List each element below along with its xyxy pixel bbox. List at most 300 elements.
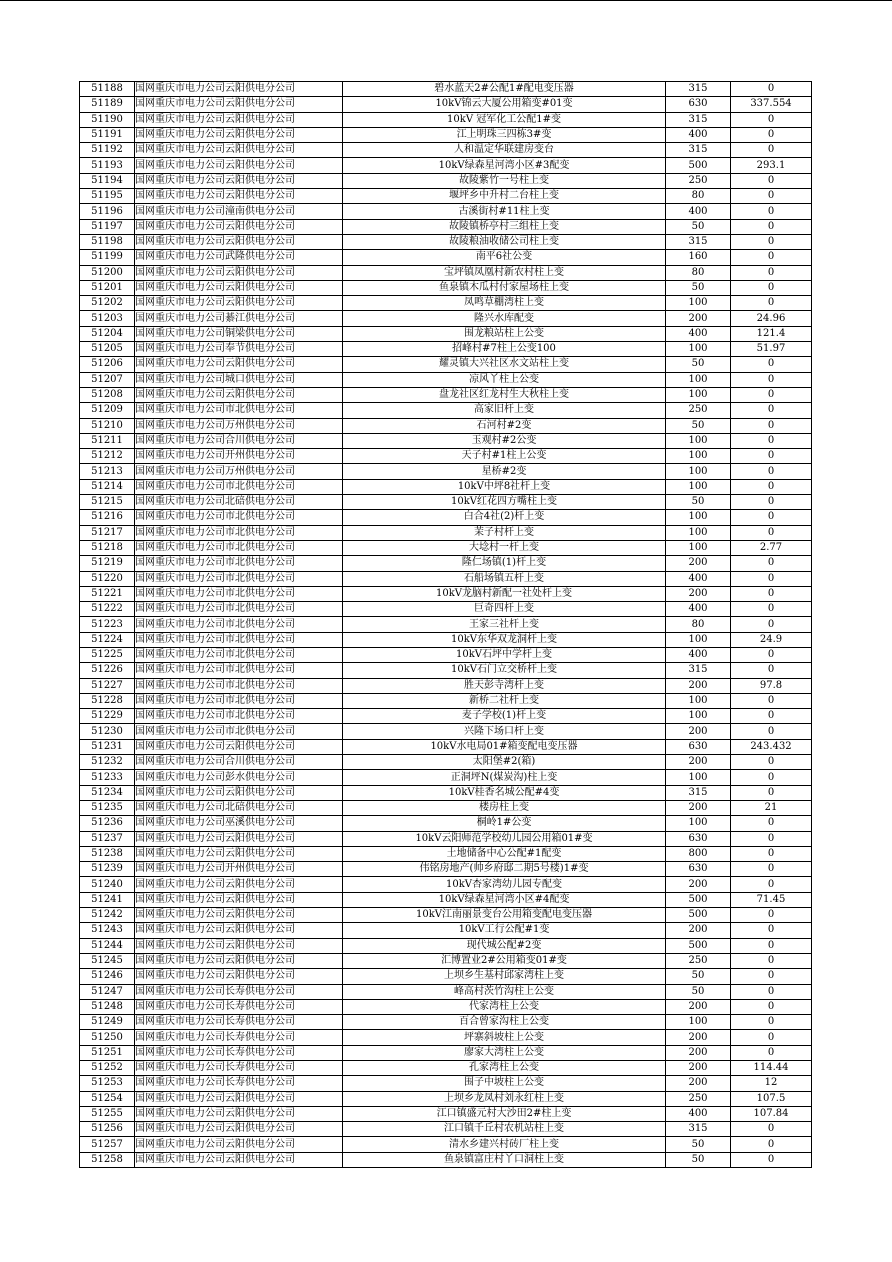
row-id-cell: 51211 (80, 433, 135, 448)
value-cell: 0 (731, 464, 812, 479)
value-cell: 0 (731, 724, 812, 739)
company-cell: 国网重庆市电力公司云阳供电分公司 (135, 219, 343, 234)
capacity-cell: 100 (666, 510, 731, 525)
table-row (80, 908, 812, 923)
row-id-cell: 51245 (80, 953, 135, 968)
table-row (80, 1091, 812, 1106)
company-cell: 国网重庆市电力公司市北供电分公司 (135, 525, 343, 540)
value-cell: 114.44 (731, 1061, 812, 1076)
row-id-cell: 51214 (80, 479, 135, 494)
table-row (80, 158, 812, 173)
row-id-cell: 51224 (80, 632, 135, 647)
table-row (80, 525, 812, 540)
table-row (80, 1137, 812, 1152)
capacity-cell: 200 (666, 724, 731, 739)
row-id-cell: 51209 (80, 403, 135, 418)
value-cell: 0 (731, 403, 812, 418)
capacity-cell: 100 (666, 449, 731, 464)
company-cell: 国网重庆市电力公司云阳供电分公司 (135, 953, 343, 968)
company-cell: 国网重庆市电力公司云阳供电分公司 (135, 280, 343, 295)
row-id-cell: 51210 (80, 418, 135, 433)
value-cell: 0 (731, 433, 812, 448)
value-cell: 0 (731, 189, 812, 204)
company-cell: 国网重庆市电力公司市北供电分公司 (135, 617, 343, 632)
row-id-cell: 51251 (80, 1045, 135, 1060)
value-cell: 0 (731, 816, 812, 831)
capacity-cell: 315 (666, 143, 731, 158)
transformer-name-cell: 10kV龙脑村新配一社处杆上变 (343, 586, 666, 601)
table-row (80, 204, 812, 219)
company-cell: 国网重庆市电力公司市北供电分公司 (135, 709, 343, 724)
company-cell: 国网重庆市电力公司云阳供电分公司 (135, 1106, 343, 1121)
transformer-name-cell: 碧水蓝天2#公配1#配电变压器 (343, 82, 666, 97)
company-cell: 国网重庆市电力公司市北供电分公司 (135, 693, 343, 708)
value-cell: 2.77 (731, 540, 812, 555)
row-id-cell: 51248 (80, 999, 135, 1014)
transformer-name-cell: 百合曾家沟柱上公变 (343, 1015, 666, 1030)
value-cell: 0 (731, 82, 812, 97)
value-cell: 0 (731, 984, 812, 999)
transformer-name-cell: 太阳堡#2(箱) (343, 755, 666, 770)
capacity-cell: 250 (666, 953, 731, 968)
company-cell: 国网重庆市电力公司合川供电分公司 (135, 755, 343, 770)
company-cell: 国网重庆市电力公司云阳供电分公司 (135, 1091, 343, 1106)
table-row (80, 326, 812, 341)
company-cell: 国网重庆市电力公司云阳供电分公司 (135, 1137, 343, 1152)
value-cell: 121.4 (731, 326, 812, 341)
capacity-cell: 800 (666, 846, 731, 861)
table-row (80, 250, 812, 265)
transformer-name-cell: 鱼泉镇木瓜村付家屋场柱上变 (343, 280, 666, 295)
company-cell: 国网重庆市电力公司云阳供电分公司 (135, 112, 343, 127)
row-id-cell: 51201 (80, 280, 135, 295)
company-cell: 国网重庆市电力公司云阳供电分公司 (135, 357, 343, 372)
value-cell: 0 (731, 602, 812, 617)
company-cell: 国网重庆市电力公司云阳供电分公司 (135, 831, 343, 846)
transformer-name-cell: 峰高村茨竹沟柱上公变 (343, 984, 666, 999)
value-cell: 21 (731, 800, 812, 815)
company-cell: 国网重庆市电力公司市北供电分公司 (135, 724, 343, 739)
table-row (80, 311, 812, 326)
row-id-cell: 51255 (80, 1106, 135, 1121)
row-id-cell: 51241 (80, 892, 135, 907)
table-row (80, 112, 812, 127)
company-cell: 国网重庆市电力公司云阳供电分公司 (135, 938, 343, 953)
table-row (80, 969, 812, 984)
table-row (80, 877, 812, 892)
table-row (80, 632, 812, 647)
capacity-cell: 315 (666, 112, 731, 127)
company-cell: 国网重庆市电力公司云阳供电分公司 (135, 189, 343, 204)
row-id-cell: 51190 (80, 112, 135, 127)
capacity-cell: 315 (666, 82, 731, 97)
company-cell: 国网重庆市电力公司长寿供电分公司 (135, 984, 343, 999)
capacity-cell: 200 (666, 923, 731, 938)
capacity-cell: 250 (666, 403, 731, 418)
company-cell: 国网重庆市电力公司云阳供电分公司 (135, 82, 343, 97)
transformer-name-cell: 10kV石坪中学杆上变 (343, 647, 666, 662)
value-cell: 0 (731, 525, 812, 540)
table-row (80, 647, 812, 662)
transformer-name-cell: 大埝村一杆上变 (343, 540, 666, 555)
transformer-name-cell: 江上明珠三四栋3#变 (343, 127, 666, 142)
capacity-cell: 200 (666, 1061, 731, 1076)
table-row (80, 938, 812, 953)
value-cell: 0 (731, 908, 812, 923)
row-id-cell: 51216 (80, 510, 135, 525)
transformer-name-cell: 巨奇四杆上变 (343, 602, 666, 617)
row-id-cell: 51223 (80, 617, 135, 632)
table-row (80, 602, 812, 617)
company-cell: 国网重庆市电力公司云阳供电分公司 (135, 296, 343, 311)
capacity-cell: 630 (666, 831, 731, 846)
transformer-name-cell: 坪寨斜坡柱上公变 (343, 1030, 666, 1045)
table-row (80, 693, 812, 708)
transformer-name-cell: 故陵镇桥亭村三组柱上变 (343, 219, 666, 234)
table-row (80, 785, 812, 800)
company-cell: 国网重庆市电力公司市北供电分公司 (135, 678, 343, 693)
transformer-name-cell: 南平6社公变 (343, 250, 666, 265)
row-id-cell: 51238 (80, 846, 135, 861)
row-id-cell: 51220 (80, 571, 135, 586)
value-cell: 0 (731, 112, 812, 127)
capacity-cell: 200 (666, 311, 731, 326)
value-cell: 0 (731, 785, 812, 800)
row-id-cell: 51225 (80, 647, 135, 662)
transformer-name-cell: 凤鸣草棚湾柱上变 (343, 296, 666, 311)
capacity-cell: 200 (666, 1045, 731, 1060)
company-cell: 国网重庆市电力公司云阳供电分公司 (135, 923, 343, 938)
transformer-name-cell: 10kV绿森星河湾小区#4配变 (343, 892, 666, 907)
table-row (80, 357, 812, 372)
value-cell: 0 (731, 296, 812, 311)
company-cell: 国网重庆市电力公司云阳供电分公司 (135, 265, 343, 280)
transformer-name-cell: 宝坪镇凤凰村新农村柱上变 (343, 265, 666, 280)
capacity-cell: 200 (666, 678, 731, 693)
table-row (80, 1106, 812, 1121)
value-cell: 107.84 (731, 1106, 812, 1121)
table-row (80, 403, 812, 418)
capacity-cell: 100 (666, 387, 731, 402)
company-cell: 国网重庆市电力公司云阳供电分公司 (135, 785, 343, 800)
company-cell: 国网重庆市电力公司市北供电分公司 (135, 647, 343, 662)
capacity-cell: 100 (666, 816, 731, 831)
row-id-cell: 51204 (80, 326, 135, 341)
row-id-cell: 51232 (80, 755, 135, 770)
transformer-name-cell: 高家旧杆上变 (343, 403, 666, 418)
capacity-cell: 200 (666, 800, 731, 815)
value-cell: 0 (731, 265, 812, 280)
row-id-cell: 51202 (80, 296, 135, 311)
capacity-cell: 160 (666, 250, 731, 265)
value-cell: 0 (731, 173, 812, 188)
transformer-name-cell: 天子村#1柱上公变 (343, 449, 666, 464)
capacity-cell: 200 (666, 1076, 731, 1091)
value-cell: 0 (731, 770, 812, 785)
capacity-cell: 100 (666, 464, 731, 479)
row-id-cell: 51246 (80, 969, 135, 984)
value-cell: 0 (731, 357, 812, 372)
transformer-name-cell: 兴隆下场口杆上变 (343, 724, 666, 739)
capacity-cell: 500 (666, 908, 731, 923)
value-cell: 0 (731, 693, 812, 708)
table-row (80, 173, 812, 188)
transformer-name-cell: 江口镇盛元村大沙田2#柱上变 (343, 1106, 666, 1121)
row-id-cell: 51218 (80, 540, 135, 555)
table-row (80, 449, 812, 464)
value-cell: 0 (731, 1030, 812, 1045)
company-cell: 国网重庆市电力公司市北供电分公司 (135, 602, 343, 617)
value-cell: 0 (731, 556, 812, 571)
row-id-cell: 51191 (80, 127, 135, 142)
transformer-name-cell: 10kV中坪8社杆上变 (343, 479, 666, 494)
transformer-name-cell: 玉观村#2公变 (343, 433, 666, 448)
company-cell: 国网重庆市电力公司长寿供电分公司 (135, 1030, 343, 1045)
company-cell: 国网重庆市电力公司云阳供电分公司 (135, 877, 343, 892)
table-row (80, 984, 812, 999)
transformer-name-cell: 清水乡建兴村砖厂柱上变 (343, 1137, 666, 1152)
table-row (80, 892, 812, 907)
value-cell: 0 (731, 755, 812, 770)
company-cell: 国网重庆市电力公司长寿供电分公司 (135, 1015, 343, 1030)
table-row (80, 387, 812, 402)
value-cell: 0 (731, 846, 812, 861)
row-id-cell: 51235 (80, 800, 135, 815)
table-row (80, 372, 812, 387)
transformer-name-cell: 廖家大湾柱上公变 (343, 1045, 666, 1060)
row-id-cell: 51233 (80, 770, 135, 785)
value-cell: 0 (731, 877, 812, 892)
value-cell: 0 (731, 219, 812, 234)
table-row (80, 755, 812, 770)
capacity-cell: 50 (666, 280, 731, 295)
row-id-cell: 51213 (80, 464, 135, 479)
transformer-name-cell: 桐岭1#公变 (343, 816, 666, 831)
value-cell: 0 (731, 204, 812, 219)
capacity-cell: 200 (666, 1030, 731, 1045)
company-cell: 国网重庆市电力公司云阳供电分公司 (135, 908, 343, 923)
transformer-name-cell: 人和温定华联建房变台 (343, 143, 666, 158)
transformer-name-cell: 上坝乡生基村邱家湾柱上变 (343, 969, 666, 984)
value-cell: 107.5 (731, 1091, 812, 1106)
value-cell: 0 (731, 510, 812, 525)
transformer-name-cell: 伟铭房地产(帅乡府邸二期5号楼)1#变 (343, 862, 666, 877)
table-row (80, 479, 812, 494)
row-id-cell: 51247 (80, 984, 135, 999)
value-cell: 0 (731, 234, 812, 249)
table-row (80, 97, 812, 112)
capacity-cell: 200 (666, 755, 731, 770)
table-row (80, 999, 812, 1014)
value-cell: 0 (731, 280, 812, 295)
capacity-cell: 100 (666, 770, 731, 785)
table-row (80, 586, 812, 601)
capacity-cell: 100 (666, 632, 731, 647)
row-id-cell: 51231 (80, 739, 135, 754)
company-cell: 国网重庆市电力公司武隆供电分公司 (135, 250, 343, 265)
company-cell: 国网重庆市电力公司云阳供电分公司 (135, 173, 343, 188)
value-cell: 0 (731, 387, 812, 402)
capacity-cell: 100 (666, 693, 731, 708)
table-row (80, 709, 812, 724)
transformer-name-cell: 上坝乡龙凤村刘永红柱上变 (343, 1091, 666, 1106)
capacity-cell: 100 (666, 296, 731, 311)
table-row (80, 127, 812, 142)
capacity-cell: 500 (666, 158, 731, 173)
row-id-cell: 51234 (80, 785, 135, 800)
company-cell: 国网重庆市电力公司铜梁供电分公司 (135, 326, 343, 341)
capacity-cell: 80 (666, 189, 731, 204)
company-cell: 国网重庆市电力公司市北供电分公司 (135, 540, 343, 555)
table-row (80, 953, 812, 968)
table-row (80, 342, 812, 357)
transformer-name-cell: 10kV石门立交桥杆上变 (343, 663, 666, 678)
table-row (80, 1045, 812, 1060)
row-id-cell: 51242 (80, 908, 135, 923)
transformer-name-cell: 新桥二社杆上变 (343, 693, 666, 708)
row-id-cell: 51205 (80, 342, 135, 357)
transformer-name-cell: 茉子村杆上变 (343, 525, 666, 540)
table-row (80, 556, 812, 571)
table-row (80, 571, 812, 586)
row-id-cell: 51197 (80, 219, 135, 234)
table-row (80, 280, 812, 295)
capacity-cell: 500 (666, 892, 731, 907)
capacity-cell: 400 (666, 1106, 731, 1121)
row-id-cell: 51222 (80, 602, 135, 617)
transformer-name-cell: 石船场镇五杆上变 (343, 571, 666, 586)
value-cell: 0 (731, 709, 812, 724)
company-cell: 国网重庆市电力公司市北供电分公司 (135, 479, 343, 494)
capacity-cell: 100 (666, 372, 731, 387)
row-id-cell: 51212 (80, 449, 135, 464)
capacity-cell: 100 (666, 1015, 731, 1030)
table-row (80, 923, 812, 938)
capacity-cell: 630 (666, 97, 731, 112)
value-cell: 0 (731, 571, 812, 586)
capacity-cell: 100 (666, 525, 731, 540)
row-id-cell: 51189 (80, 97, 135, 112)
value-cell: 0 (731, 953, 812, 968)
company-cell: 国网重庆市电力公司云阳供电分公司 (135, 158, 343, 173)
transformer-name-cell: 正洞坪N(煤炭沟)柱上变 (343, 770, 666, 785)
capacity-cell: 250 (666, 173, 731, 188)
row-id-cell: 51258 (80, 1152, 135, 1167)
transformer-name-cell: 故陵紫竹一号柱上变 (343, 173, 666, 188)
table-row (80, 433, 812, 448)
row-id-cell: 51226 (80, 663, 135, 678)
page-top-rule (0, 0, 892, 1)
value-cell: 24.96 (731, 311, 812, 326)
transformer-name-cell: 楼房柱上变 (343, 800, 666, 815)
table-row (80, 510, 812, 525)
row-id-cell: 51200 (80, 265, 135, 280)
company-cell: 国网重庆市电力公司云阳供电分公司 (135, 234, 343, 249)
company-cell: 国网重庆市电力公司彭水供电分公司 (135, 770, 343, 785)
value-cell: 0 (731, 1122, 812, 1137)
table-row (80, 464, 812, 479)
transformer-name-cell: 盘龙社区红龙村生大秋柱上变 (343, 387, 666, 402)
capacity-cell: 100 (666, 479, 731, 494)
value-cell: 243.432 (731, 739, 812, 754)
transformer-name-cell: 10kV桂香名城公配#4变 (343, 785, 666, 800)
table-row (80, 495, 812, 510)
capacity-cell: 80 (666, 265, 731, 280)
row-id-cell: 51188 (80, 82, 135, 97)
value-cell: 0 (731, 586, 812, 601)
transformer-name-cell: 凉风丫柱上公变 (343, 372, 666, 387)
company-cell: 国网重庆市电力公司长寿供电分公司 (135, 999, 343, 1014)
transformer-name-cell: 围子中坡柱上公变 (343, 1076, 666, 1091)
table-body (80, 82, 812, 1168)
transformer-name-cell: 隆兴水库配变 (343, 311, 666, 326)
capacity-cell: 200 (666, 877, 731, 892)
value-cell: 0 (731, 250, 812, 265)
capacity-cell: 200 (666, 999, 731, 1014)
transformer-name-cell: 石河村#2变 (343, 418, 666, 433)
transformer-name-cell: 土地储备中心公配#1配变 (343, 846, 666, 861)
transformer-name-cell: 鱼泉镇富庄村丫口洞柱上变 (343, 1152, 666, 1167)
table-row (80, 724, 812, 739)
table-row (80, 1061, 812, 1076)
transformer-name-cell: 星桥#2变 (343, 464, 666, 479)
company-cell: 国网重庆市电力公司市北供电分公司 (135, 663, 343, 678)
transformer-name-cell: 王家三社杆上变 (343, 617, 666, 632)
company-cell: 国网重庆市电力公司北碚供电分公司 (135, 495, 343, 510)
table-row (80, 189, 812, 204)
row-id-cell: 51252 (80, 1061, 135, 1076)
value-cell: 0 (731, 1137, 812, 1152)
capacity-cell: 50 (666, 1137, 731, 1152)
company-cell: 国网重庆市电力公司云阳供电分公司 (135, 143, 343, 158)
company-cell: 国网重庆市电力公司长寿供电分公司 (135, 1076, 343, 1091)
transformer-name-cell: 白合4社(2)杆上变 (343, 510, 666, 525)
capacity-cell: 200 (666, 556, 731, 571)
capacity-cell: 50 (666, 357, 731, 372)
company-cell: 国网重庆市电力公司长寿供电分公司 (135, 1061, 343, 1076)
capacity-cell: 100 (666, 540, 731, 555)
company-cell: 国网重庆市电力公司巫溪供电分公司 (135, 816, 343, 831)
value-cell: 51.97 (731, 342, 812, 357)
value-cell: 0 (731, 127, 812, 142)
table-row (80, 800, 812, 815)
table-row (80, 540, 812, 555)
transformer-name-cell: 耀灵镇大兴社区水文站柱上变 (343, 357, 666, 372)
row-id-cell: 51240 (80, 877, 135, 892)
row-id-cell: 51194 (80, 173, 135, 188)
company-cell: 国网重庆市电力公司云阳供电分公司 (135, 97, 343, 112)
transformer-name-cell: 10kV江南丽景变台公用箱变配电变压器 (343, 908, 666, 923)
table-row (80, 82, 812, 97)
value-cell: 0 (731, 479, 812, 494)
company-cell: 国网重庆市电力公司长寿供电分公司 (135, 1045, 343, 1060)
transformer-name-cell: 10kV云阳师范学校幼儿园公用箱01#变 (343, 831, 666, 846)
transformer-name-cell: 10kV东华双龙洞杆上变 (343, 632, 666, 647)
row-id-cell: 51237 (80, 831, 135, 846)
company-cell: 国网重庆市电力公司云阳供电分公司 (135, 387, 343, 402)
row-id-cell: 51257 (80, 1137, 135, 1152)
company-cell: 国网重庆市电力公司合川供电分公司 (135, 433, 343, 448)
row-id-cell: 51215 (80, 495, 135, 510)
value-cell: 0 (731, 831, 812, 846)
company-cell: 国网重庆市电力公司云阳供电分公司 (135, 892, 343, 907)
value-cell: 0 (731, 999, 812, 1014)
row-id-cell: 51244 (80, 938, 135, 953)
transformer-name-cell: 10kV红花四方嘴柱上变 (343, 495, 666, 510)
company-cell: 国网重庆市电力公司万州供电分公司 (135, 464, 343, 479)
company-cell: 国网重庆市电力公司市北供电分公司 (135, 571, 343, 586)
value-cell: 97.8 (731, 678, 812, 693)
